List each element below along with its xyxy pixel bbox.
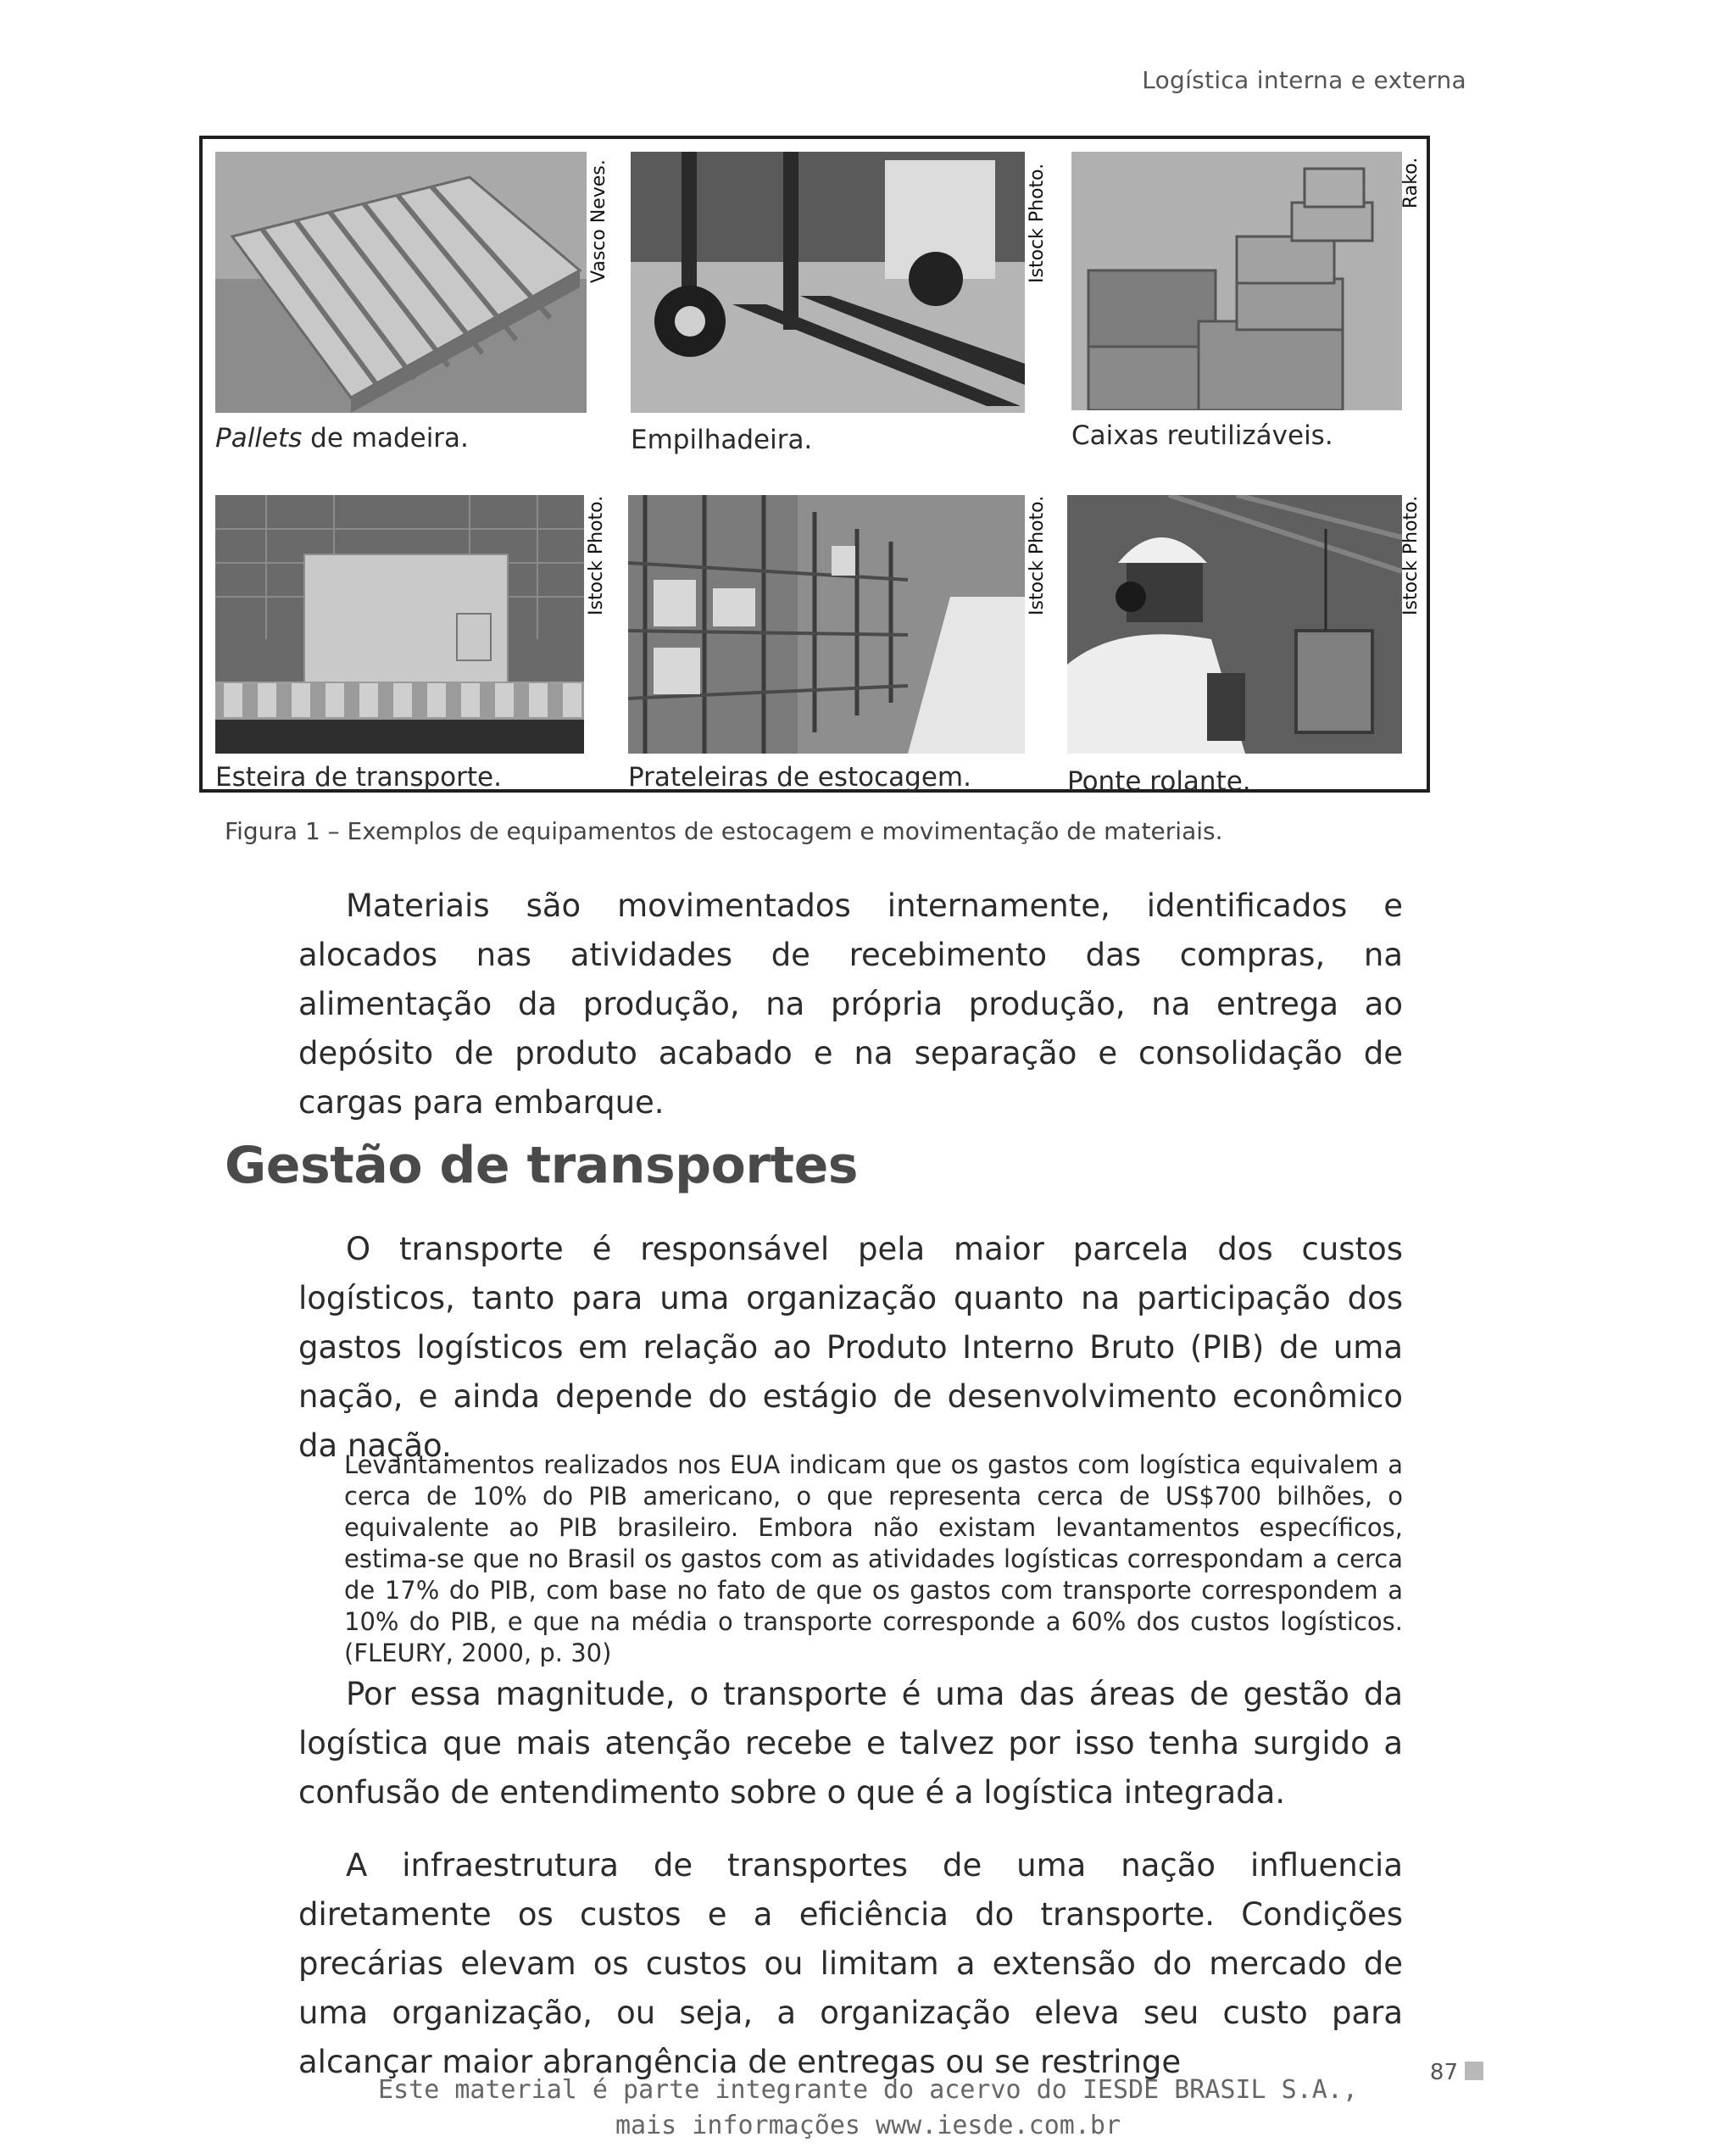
footer-line-1: Este material é parte integrante do acervo do IESDE BRASIL S.A., [378,2075,1358,2105]
caption-text: Caixas reutilizáveis. [1071,420,1333,451]
photo-credit: Vasco Neves. [588,159,609,283]
forklift-photo [631,152,1025,413]
caption-text: Empilhadeira. [631,425,813,455]
boxes-photo [1071,152,1402,410]
figure-caption-item [631,425,812,455]
figure-caption-item [215,423,469,454]
caption-text: de madeira. [302,423,469,454]
caption-italic: Pallets [215,423,303,454]
photo-credit: Istock Photo. [1027,495,1048,615]
photo-credit: Istock Photo. [586,495,607,615]
body-paragraph-4: A infraestrutura de transportes de uma nação influencia diretamente os custos e a eficiência do transporte. Condições precárias elevam os custos ou limitam a extensão do mercado de uma organização, ou seja, a organização eleva seu custo para alcançar maior abrangência de entregas ou se restringe [298,1847,1403,2080]
page-number: 87 [1429,2060,1458,2085]
figure-caption-item [628,762,971,793]
photo-credit: Rako. [1400,157,1422,209]
photo-credit: Istock Photo. [1027,163,1048,283]
crane-photo [1067,495,1402,754]
body-paragraph-1: Materiais são movimentados internamente, identificados e alocados nas atividades de recebimento das compras, na alimentação da produção, na própria produção, na entrega ao depósito de produto acabado e na separação e consolidação de cargas para embarque. [298,888,1403,1121]
figure-frame [199,136,1430,797]
body-paragraph-2: O transporte é responsável pela maior parcela dos custos logísticos, tanto para uma organização quanto na participação dos gastos logísticos em relação ao Produto Interno Bruto (PIB) de uma nação, e ainda depende do estágio de desenvolvimento econômico da nação. [298,1231,1403,1464]
figure-caption-item [215,762,502,793]
pallet-photo [215,152,587,413]
caption-text: Ponte rolante. [1067,766,1251,797]
figure-caption: Figura 1 – Exemplos de equipamentos de estocagem e movimentação de materiais. [225,817,1223,845]
conveyor-photo [215,495,584,754]
section-title: Gestão de transportes [225,1136,858,1195]
footer-line-2: mais informações www.iesde.com.br [615,2111,1121,2140]
body-paragraph-3: Por essa magnitude, o transporte é uma das áreas de gestão da logística que mais atenção recebe e talvez por isso tenha surgido a confusão de entendimento sobre o que é a logística integrada. [298,1676,1403,1811]
photo-credit: Istock Photo. [1400,495,1422,615]
figure-caption-item [1071,420,1333,451]
running-head: Logística interna e externa [1142,66,1466,94]
block-quote: Levantamentos realizados nos EUA indicam que os gastos com logística equivalem a cerca de 10% do PIB americano, o que representa cerca de US$700 bilhões, o equivalente ao PIB brasileiro. Embora não existam levantamentos específicos, estima-se que no Brasil os gastos com as atividades logísticas correspondam a cerca de 17% do PIB, com base no fato de que os gastos com transporte correspondem a 10% do PIB, e que na média o transporte corresponde a 60% dos custos logísticos. (FLEURY, 2000, p. 30) [344,1450,1403,1667]
figure-caption-item [1067,766,1251,797]
caption-text: Esteira de transporte. [215,762,502,793]
shelves-photo [628,495,1025,754]
caption-text: Prateleiras de estocagem. [628,762,971,793]
